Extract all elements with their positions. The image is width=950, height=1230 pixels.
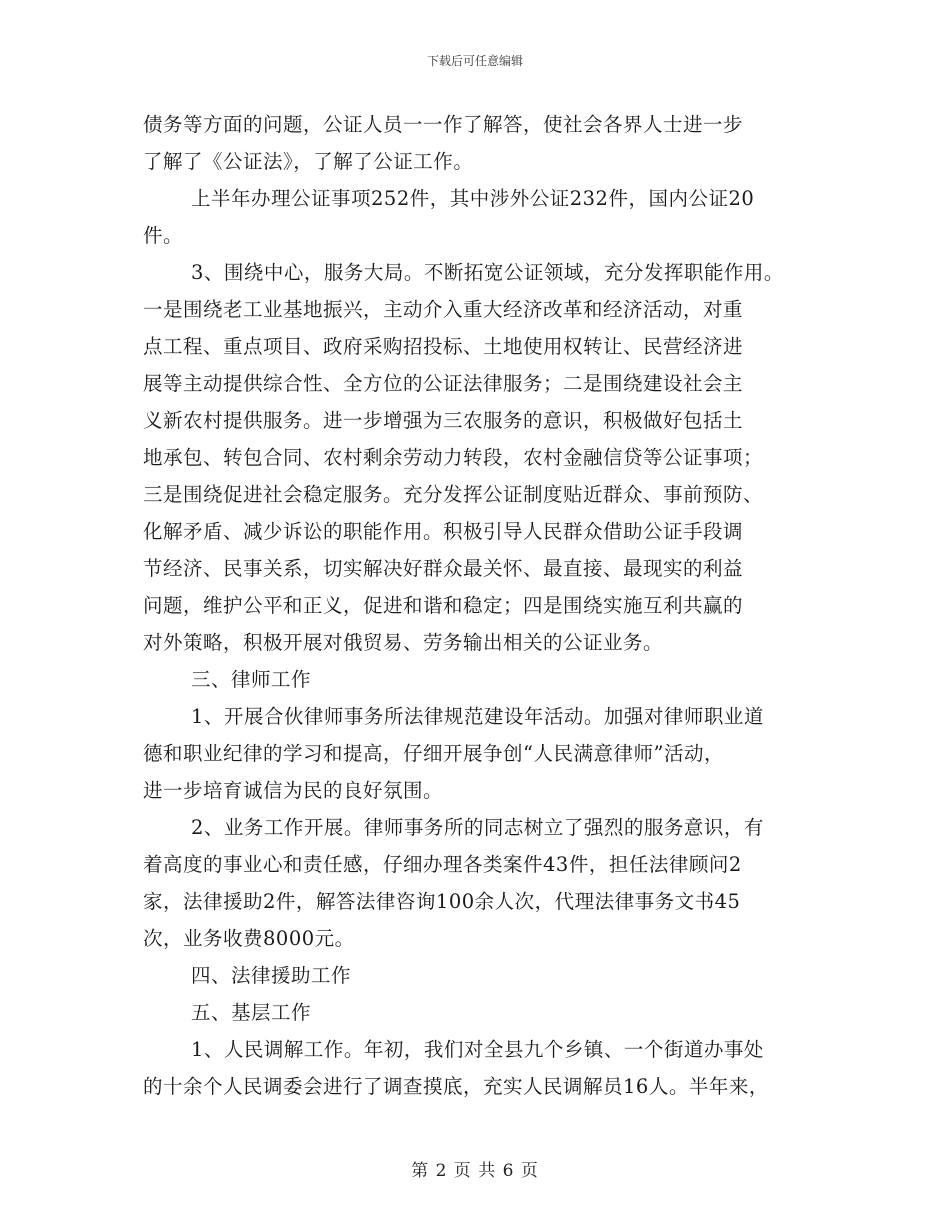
text-line: 德和职业纪律的学习和提高，仔细开展争创“人民满意律师”活动， — [143, 742, 724, 765]
text-line: 债务等方面的问题，公证人员一一作了解答，使社会各界人士进一步 — [143, 113, 744, 136]
page-footer: 第 2 页 共 6 页 — [411, 1161, 539, 1181]
text-line: 问题，维护公平和正义，促进和谐和稳定；四是围绕实施互利共赢的 — [143, 594, 744, 617]
text-line: 义新农村提供服务。进一步增强为三农服务的意识，积极做好包括土 — [143, 409, 744, 432]
text-line: 点工程、重点项目、政府采购招投标、土地使用权转让、民营经济进 — [143, 335, 744, 358]
text-line: 四、法律援助工作 — [191, 964, 352, 987]
text-line: 五、基层工作 — [191, 1001, 312, 1024]
text-line: 了解了《公证法》，了解了公证工作。 — [143, 150, 474, 173]
text-line: 三、律师工作 — [191, 668, 312, 691]
page-header: 下载后可任意编辑 — [426, 54, 523, 68]
text-line: 对外策略，积极开展对俄贸易、劳务输出相关的公证业务。 — [143, 631, 664, 654]
text-line: 件。 — [143, 224, 184, 247]
text-line: 化解矛盾、减少诉讼的职能作用。积极引导人民群众借助公证手段调 — [143, 520, 744, 543]
text-line: 家，法律援助2件，解答法律咨询100余人次，代理法律事务文书45 — [143, 890, 741, 913]
text-line: 3、围绕中心，服务大局。不断拓宽公证领域，充分发挥职能作用。 — [191, 261, 784, 284]
text-line: 次，业务收费8000元。 — [143, 927, 355, 950]
text-line: 节经济、民事关系，切实解决好群众最关怀、最直接、最现实的利益 — [143, 557, 744, 580]
document-body — [143, 106, 833, 1105]
text-line: 地承包、转包合同、农村剩余劳动力转段，农村金融信贷等公证事项； — [143, 446, 764, 469]
text-line: 2、业务工作开展。律师事务所的同志树立了强烈的服务意识，有 — [191, 816, 764, 839]
text-line: 展等主动提供综合性、全方位的公证法律服务；二是围绕建设社会主 — [143, 372, 744, 395]
text-line: 的十余个人民调委会进行了调查摸底，充实人民调解员16人。半年来， — [143, 1075, 769, 1098]
text-line: 1、开展合伙律师事务所法律规范建设年活动。加强对律师职业道 — [191, 705, 764, 728]
text-line: 一是围绕老工业基地振兴，主动介入重大经济改革和经济活动，对重 — [143, 298, 744, 321]
text-line: 1、人民调解工作。年初，我们对全县九个乡镇、一个街道办事处 — [191, 1038, 764, 1061]
text-line: 三是围绕促进社会稳定服务。充分发挥公证制度贴近群众、事前预防、 — [143, 483, 764, 506]
text-line: 进一步培育诚信为民的良好氛围。 — [143, 779, 444, 802]
text-line: 着高度的事业心和责任感，仔细办理各类案件43件，担任法律顾问2 — [143, 853, 742, 876]
text-line: 上半年办理公证事项252件，其中涉外公证232件，国内公证20 — [191, 187, 755, 210]
